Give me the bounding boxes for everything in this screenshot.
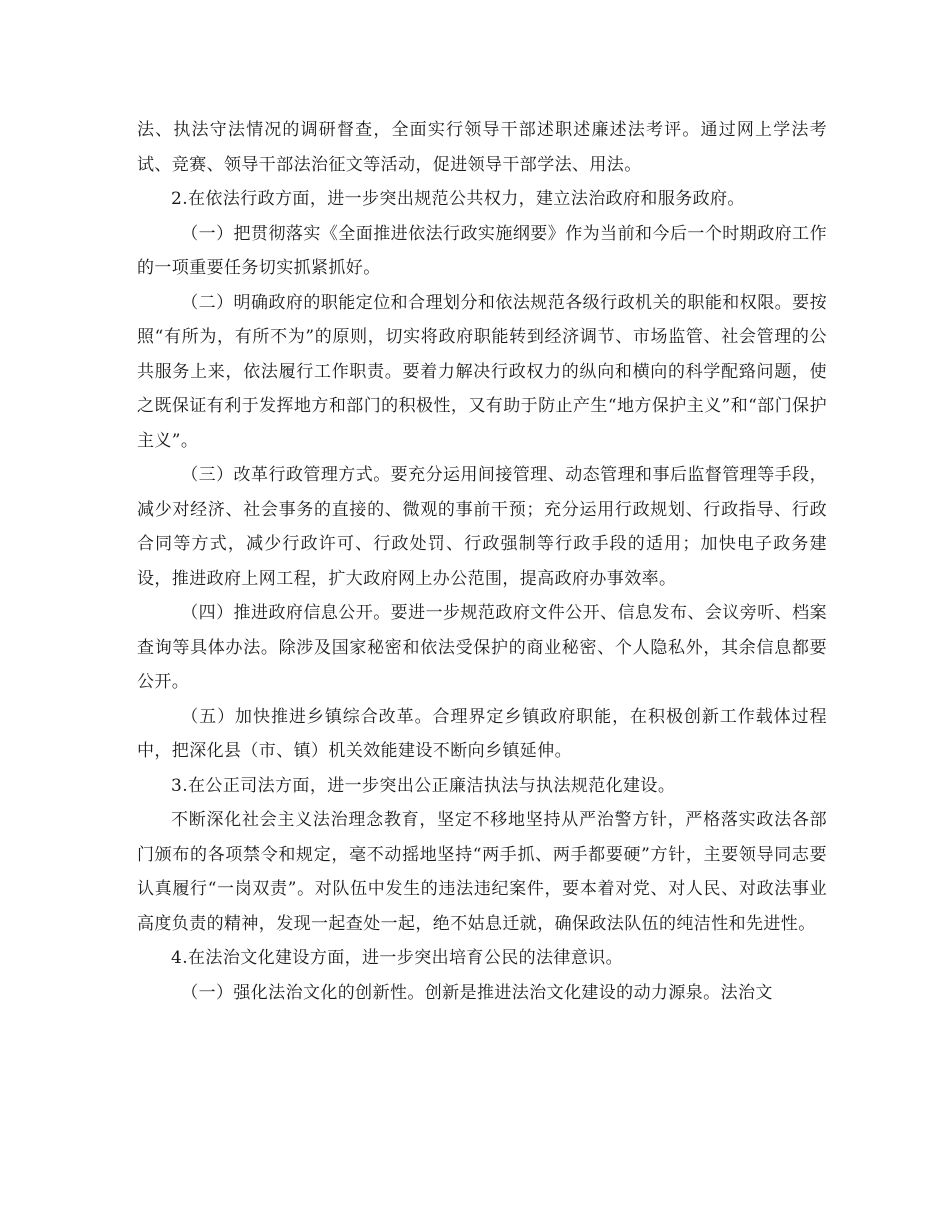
section-heading-4: 4.在法治文化建设方面，进一步突出培育公民的法律意识。	[171, 948, 624, 968]
paragraph-item-2: （二）明确政府的职能定位和合理划分和依法规范各级行政机关的职能和权限。要按照“有所为，有所不为”的原则，切实将政府职能转到经济调节、市场监管、社会管理的公共服务上来，依法履行工作职责。要着力解决行政权力的纵向和横向的科学配臵问题，使之既保证有利于发挥地方和部门的积极性，又有助于防止产生“地方保护主义”和“部门保护主义”。	[137, 292, 827, 451]
paragraph-culture-item-1: （一）强化法治文化的创新性。创新是推进法治文化建设的动力源泉。法治文	[181, 982, 773, 1003]
paragraph-item-1: （一）把贯彻落实《全面推进依法行政实施纲要》作为当前和今后一个时期政府工作的一项重要任务切实抓紧抓好。	[137, 223, 827, 278]
paragraph-justice: 不断深化社会主义法治理念教育，坚定不移地坚持从严治警方针，严格落实政法各部门颁布的各项禁令和规定，毫不动摇地坚持“两手抓、两手都要硬”方针，主要领导同志要认真履行“一岗双责”。对队伍中发生的违法违纪案件，要本着对党、对人民、对政法事业高度负责的精神，发现一起查处一起，绝不姑息迁就，确保政法队伍的纯洁性和先进性。	[137, 810, 827, 934]
paragraph-item-4: （四）推进政府信息公开。要进一步规范政府文件公开、信息发布、会议旁听、档案查询等具体办法。除涉及国家秘密和依法受保护的商业秘密、个人隐私外，其余信息都要公开。	[137, 603, 827, 692]
paragraph-item-5: （五）加快推进乡镇综合改革。合理界定乡镇政府职能，在积极创新工作载体过程中，把深化县（市、镇）机关效能建设不断向乡镇延伸。	[137, 706, 827, 761]
paragraph-continuation: 法、执法守法情况的调研督查，全面实行领导干部述职述廉述法考评。通过网上学法考试、竞赛、领导干部法治征文等活动，促进领导干部学法、用法。	[137, 120, 827, 175]
paragraph-item-3: （三）改革行政管理方式。要充分运用间接管理、动态管理和事后监督管理等手段，减少对经济、社会事务的直接的、微观的事前干预；充分运用行政规划、行政指导、行政合同等方式，减少行政许可、行政处罚、行政强制等行政手段的适用；加快电子政务建设，推进政府上网工程，扩大政府网上办公范围，提高政府办事效率。	[137, 465, 827, 589]
document-body	[137, 113, 827, 1010]
section-heading-3: 3.在公正司法方面，进一步突出公正廉洁执法与执法规范化建设。	[171, 775, 676, 796]
section-heading-2: 2.在依法行政方面，进一步突出规范公共权力，建立法治政府和服务政府。	[171, 189, 745, 209]
